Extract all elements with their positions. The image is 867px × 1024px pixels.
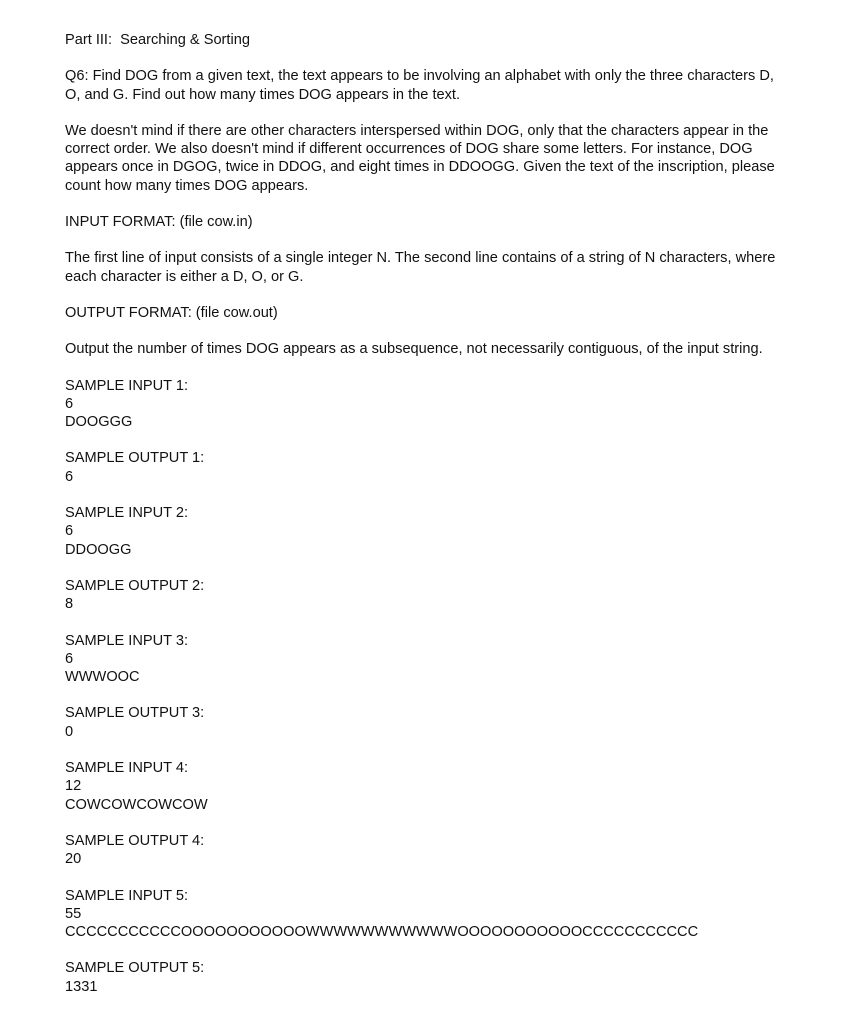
- input-format-heading: INPUT FORMAT: (file cow.in): [65, 214, 253, 231]
- sample-3: [65, 614, 785, 741]
- sample-output-label: SAMPLE OUTPUT 4:: [65, 832, 205, 849]
- sample-output-value: 20: [65, 851, 82, 868]
- document-page: [65, 31, 785, 996]
- output-format-text: Output the number of times DOG appears as a subsequence, not necessarily contiguous, of the input string.: [65, 341, 763, 358]
- sample-input-string: DDOOGG: [65, 541, 132, 558]
- sample-input-string: CCCCCCCCCCCOOOOOOOOOOOWWWWWWWWWWWOOOOOOOOOOOCCCCCCCCCCC: [65, 924, 699, 941]
- sample-input-label: SAMPLE INPUT 4:: [65, 760, 189, 777]
- sample-output-label: SAMPLE OUTPUT 3:: [65, 705, 205, 722]
- sample-input-label: SAMPLE INPUT 3:: [65, 632, 189, 649]
- sample-input-string: COWCOWCOWCOW: [65, 796, 208, 813]
- sample-2: [65, 486, 785, 613]
- description-text: We doesn't mind if there are other characters interspersed within DOG, only that the characters appear in the correct order. We also doesn't mind if different occurrences of DOG share some letters. For instance, DOG appears once in DGOG, twice in DDOG, and eight times in DDOOGG. Given the text of the inscription, please count how many times DOG appears.: [65, 122, 779, 194]
- sample-output-label: SAMPLE OUTPUT 1:: [65, 450, 205, 467]
- sample-input-n: 6: [65, 523, 74, 540]
- sample-output-value: 0: [65, 723, 74, 740]
- sample-input-label: SAMPLE INPUT 2:: [65, 505, 189, 522]
- sample-input-n: 55: [65, 905, 82, 922]
- sample-output-value: 8: [65, 596, 74, 613]
- sample-output-label: SAMPLE OUTPUT 2:: [65, 577, 205, 594]
- sample-5: [65, 869, 785, 996]
- sample-1: [65, 359, 785, 486]
- sample-input-n: 6: [65, 650, 74, 667]
- section-title: Part III: Searching & Sorting: [65, 32, 250, 48]
- sample-input-label: SAMPLE INPUT 1:: [65, 377, 189, 394]
- sample-input-n: 6: [65, 395, 74, 412]
- sample-input-label: SAMPLE INPUT 5:: [65, 887, 189, 904]
- sample-output-label: SAMPLE OUTPUT 5:: [65, 960, 205, 977]
- input-format-text: The first line of input consists of a single integer N. The second line contains of a string of N characters, where each character is either a D, O, or G.: [65, 250, 780, 285]
- question-text: Q6: Find DOG from a given text, the text appears to be involving an alphabet with only the three characters D, O, and G. Find out how many times DOG appears in the text.: [65, 68, 779, 103]
- sample-input-string: WWWOOC: [65, 669, 140, 686]
- sample-output-value: 6: [65, 468, 74, 485]
- sample-4: [65, 741, 785, 868]
- output-format-heading: OUTPUT FORMAT: (file cow.out): [65, 304, 278, 321]
- sample-input-string: DOOGGG: [65, 414, 133, 431]
- sample-output-value: 1331: [65, 978, 98, 995]
- sample-input-n: 12: [65, 778, 82, 795]
